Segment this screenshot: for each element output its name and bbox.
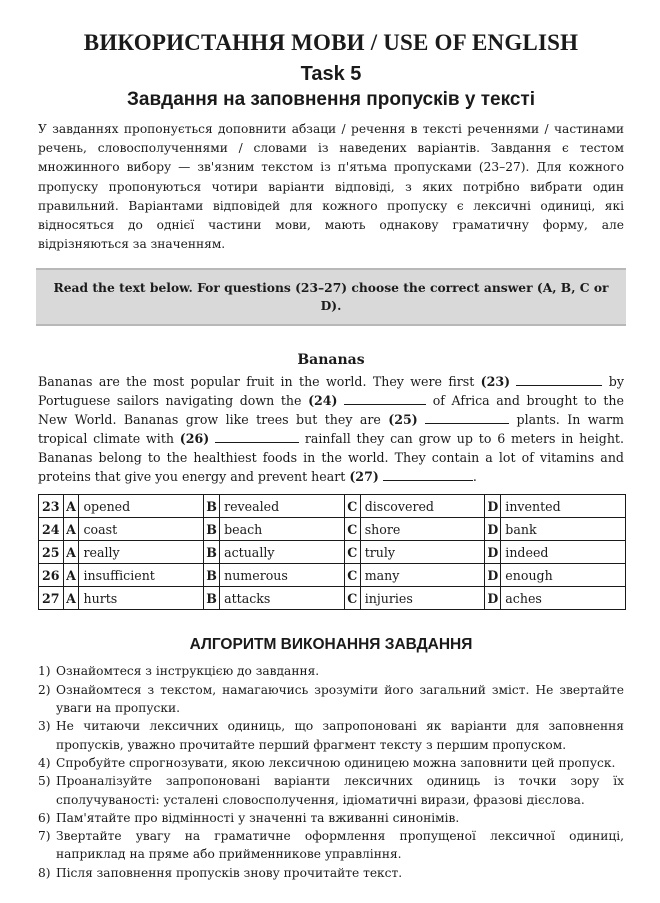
algorithm-step xyxy=(38,662,624,680)
step-text: Після заповнення пропусків знову прочитайте текст. xyxy=(56,865,403,880)
option-b[interactable]: numerous xyxy=(220,564,345,587)
option-letter-a: A xyxy=(63,541,79,564)
step-number: 7) xyxy=(38,829,51,844)
text-title: Bananas xyxy=(297,352,365,369)
option-b[interactable]: actually xyxy=(220,541,345,564)
gap-27[interactable] xyxy=(383,468,473,481)
option-d[interactable]: bank xyxy=(501,518,626,541)
option-c[interactable]: many xyxy=(360,564,485,587)
option-letter-d: D xyxy=(485,495,501,518)
algorithm-step xyxy=(38,717,624,754)
passage-segment: by Portuguese sailors navigating down the xyxy=(38,374,624,409)
answer-row-25 xyxy=(39,541,626,564)
step-text: Спробуйте спрогнозувати, якою лексичною одиницею можна заповнити цей пропуск. xyxy=(56,755,616,770)
answer-row-27 xyxy=(39,587,626,610)
option-a[interactable]: coast xyxy=(79,518,204,541)
gap-26[interactable] xyxy=(215,430,299,443)
option-letter-d: D xyxy=(485,564,501,587)
option-a[interactable]: opened xyxy=(79,495,204,518)
gap-24[interactable] xyxy=(344,392,426,405)
algorithm-step xyxy=(38,864,624,882)
algorithm-steps xyxy=(38,662,624,882)
option-c[interactable]: shore xyxy=(360,518,485,541)
option-letter-b: B xyxy=(204,495,220,518)
passage-segment: of Africa and brought to the New World. Bananas grow like trees but they are xyxy=(38,393,624,428)
option-letter-b: B xyxy=(204,587,220,610)
step-text: Звертайте увагу на граматичне оформлення пропущеної лексичної одиниці, наприклад на пряме або прийменникове управління. xyxy=(56,829,624,862)
step-number: 6) xyxy=(38,810,51,825)
task-title: Task 5 xyxy=(300,63,362,85)
algorithm-step xyxy=(38,754,624,772)
option-letter-c: C xyxy=(344,587,360,610)
step-text: Ознайомтеся з текстом, намагаючись зрозуміти його загальний зміст. Не звертайте уваги на пропуски. xyxy=(56,682,624,716)
option-d[interactable]: enough xyxy=(501,564,626,587)
passage-text xyxy=(38,372,624,486)
option-a[interactable]: hurts xyxy=(79,587,204,610)
option-letter-c: C xyxy=(344,495,360,518)
question-number-cell: 26 xyxy=(39,564,64,587)
question-number: (24) xyxy=(308,393,338,409)
answer-row-23 xyxy=(39,495,626,518)
passage-segment: rainfall they can grow up to 6 meters in height. Bananas belong to the healthiest foods in the world. They contain a lot of vitamins and proteins that give you energy and prevent heart xyxy=(38,431,624,485)
option-letter-c: C xyxy=(344,541,360,564)
step-number: 8) xyxy=(38,865,51,880)
passage-segment: plants. In warm tropical climate with xyxy=(38,412,624,447)
section-title: ВИКОРИСТАННЯ МОВИ / USE OF ENGLISH xyxy=(83,30,579,55)
algorithm-step xyxy=(38,681,624,718)
option-letter-d: D xyxy=(485,518,501,541)
passage-segment: Bananas are the most popular fruit in the world. They were first xyxy=(38,374,481,390)
option-letter-a: A xyxy=(63,518,79,541)
question-number-cell: 25 xyxy=(39,541,64,564)
option-letter-a: A xyxy=(63,564,79,587)
gap-23[interactable] xyxy=(516,373,602,386)
intro-paragraph: У завданнях пропонується доповнити абзаци / речення в тексті реченнями / частинами речень, словосполученнями / словами із наведених варіантів. Завдання є тестом множинного вибору — зв'язним текстом із п'ятьма пропусками (23–27). Для кожного пропуску пропонуються чотири варіанти відповіді, з яких потрібно вибрати один правильний. Варіантами відповідей для кожного пропуску є лексичні одиниці, які відносяться до однієї частини мови, мають однакову граматичну форму, але відрізняються за значенням. xyxy=(38,122,624,252)
option-letter-b: B xyxy=(204,564,220,587)
algorithm-step xyxy=(38,827,624,864)
step-number: 1) xyxy=(38,664,51,679)
option-b[interactable]: revealed xyxy=(220,495,345,518)
question-number: (26) xyxy=(179,431,210,447)
step-text: Не читаючи лексичних одиниць, що запропоновані як варіанти для заповнення пропусків, уважно прочитайте перший фрагмент тексту з першим пропуском. xyxy=(56,719,624,752)
option-a[interactable]: insufficient xyxy=(79,564,204,587)
step-text: Пам'ятайте про відмінності у значенні та вживанні синонімів. xyxy=(56,810,460,825)
option-d[interactable]: indeed xyxy=(501,541,626,564)
algorithm-step xyxy=(38,809,624,827)
answer-options-table xyxy=(38,494,626,610)
answer-row-26 xyxy=(39,564,626,587)
option-letter-b: B xyxy=(204,518,220,541)
step-text: Проаналізуйте запропоновані варіанти лексичних одиниць із точки зору їх сполучуваності: усталені словосполучення, ідіоматичні вирази, фразові дієслова. xyxy=(56,774,624,807)
question-number-cell: 27 xyxy=(39,587,64,610)
answer-row-24 xyxy=(39,518,626,541)
step-number: 5) xyxy=(38,774,51,789)
task-subtitle: Завдання на заповнення пропусків у тексті xyxy=(127,89,535,110)
step-number: 2) xyxy=(38,682,51,697)
option-b[interactable]: attacks xyxy=(220,587,345,610)
option-b[interactable]: beach xyxy=(220,518,345,541)
step-number: 3) xyxy=(38,719,51,734)
option-d[interactable]: invented xyxy=(501,495,626,518)
step-text: Ознайомтеся з інструкцією до завдання. xyxy=(56,664,320,679)
option-letter-a: A xyxy=(63,495,79,518)
question-number-cell: 23 xyxy=(39,495,64,518)
question-number-cell: 24 xyxy=(39,518,64,541)
option-letter-d: D xyxy=(485,541,501,564)
step-number: 4) xyxy=(38,755,51,770)
option-a[interactable]: really xyxy=(79,541,204,564)
instruction-box: Read the text below. For questions (23–27) choose the correct answer (A, B, C or D). xyxy=(36,268,626,326)
algorithm-title: АЛГОРИТМ ВИКОНАННЯ ЗАВДАННЯ xyxy=(189,636,473,654)
question-number: (23) xyxy=(480,374,511,390)
option-letter-c: C xyxy=(344,518,360,541)
option-d[interactable]: aches xyxy=(501,587,626,610)
option-c[interactable]: discovered xyxy=(360,495,485,518)
gap-25[interactable] xyxy=(425,411,509,424)
algorithm-step xyxy=(38,772,624,809)
option-letter-c: C xyxy=(344,564,360,587)
passage-segment: . xyxy=(472,469,477,485)
option-c[interactable]: truly xyxy=(360,541,485,564)
option-letter-a: A xyxy=(63,587,79,610)
question-number: (27) xyxy=(349,469,379,485)
option-letter-d: D xyxy=(485,587,501,610)
option-letter-b: B xyxy=(204,541,220,564)
option-c[interactable]: injuries xyxy=(360,587,485,610)
question-number: (25) xyxy=(388,412,418,428)
